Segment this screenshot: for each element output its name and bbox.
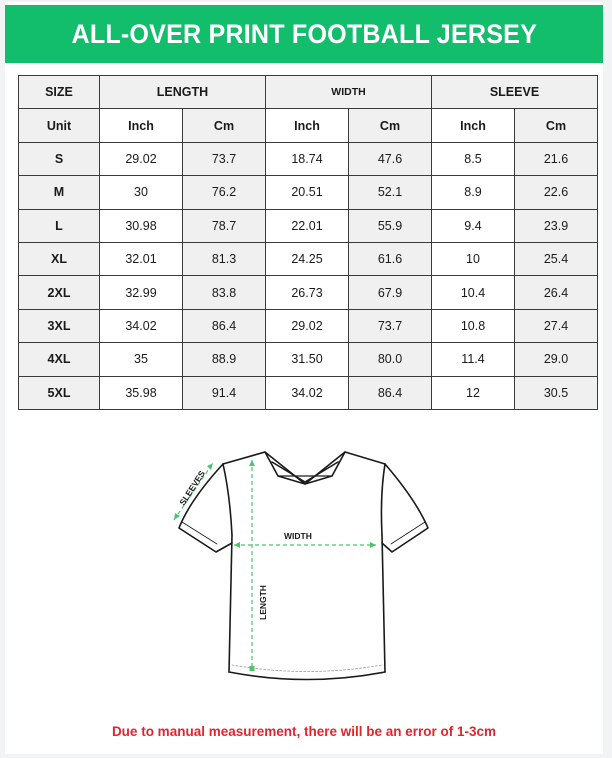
length-cm-cell: 81.3 <box>183 242 266 275</box>
size-table <box>18 75 598 410</box>
table-row <box>19 242 598 275</box>
sleeve-inch-cell: 8.5 <box>432 142 515 175</box>
sleeve-inch-cell: 9.4 <box>432 209 515 242</box>
header-length: LENGTH <box>100 76 266 109</box>
length-inch-cell: 35 <box>100 343 183 376</box>
sleeve-inch-cell: 12 <box>432 376 515 409</box>
size-cell: M <box>19 176 100 209</box>
width-cm-cell: 47.6 <box>349 142 432 175</box>
size-cell: 4XL <box>19 343 100 376</box>
width-cm-cell: 86.4 <box>349 376 432 409</box>
width-inch-cell: 20.51 <box>266 176 349 209</box>
table-row <box>19 209 598 242</box>
sleeve-cm-cell: 30.5 <box>515 376 598 409</box>
arrow-icon <box>249 460 255 466</box>
sleeve-inch-cell: 11.4 <box>432 343 515 376</box>
size-cell: S <box>19 142 100 175</box>
arrow-icon <box>207 463 213 470</box>
length-cm-cell: 76.2 <box>183 176 266 209</box>
arrow-icon <box>174 513 180 520</box>
unit-width-cm: Cm <box>349 109 432 142</box>
sleeve-cm-cell: 21.6 <box>515 142 598 175</box>
width-inch-cell: 29.02 <box>266 309 349 342</box>
length-cm-cell: 86.4 <box>183 309 266 342</box>
sleeve-inch-cell: 10.4 <box>432 276 515 309</box>
width-cm-cell: 52.1 <box>349 176 432 209</box>
measure-lines <box>174 460 376 669</box>
length-cm-cell: 73.7 <box>183 142 266 175</box>
unit-length-inch: Inch <box>100 109 183 142</box>
measure-arrowheads <box>174 460 376 671</box>
unit-length-cm: Cm <box>183 109 266 142</box>
sleeve-cm-cell: 27.4 <box>515 309 598 342</box>
measurement-note: Due to manual measurement, there will be an error of 1-3cm <box>111 724 497 739</box>
length-inch-cell: 35.98 <box>100 376 183 409</box>
width-inch-cell: 26.73 <box>266 276 349 309</box>
sleeve-cm-cell: 25.4 <box>515 242 598 275</box>
table-row <box>19 276 598 309</box>
size-cell: L <box>19 209 100 242</box>
size-cell: XL <box>19 242 100 275</box>
sleeve-inch-cell: 10 <box>432 242 515 275</box>
width-inch-cell: 31.50 <box>266 343 349 376</box>
length-cm-cell: 83.8 <box>183 276 266 309</box>
header-width: WIDTH <box>266 76 432 109</box>
width-inch-cell: 22.01 <box>266 209 349 242</box>
table-row <box>19 176 598 209</box>
sleeve-cm-cell: 22.6 <box>515 176 598 209</box>
width-cm-cell: 55.9 <box>349 209 432 242</box>
jersey-diagram <box>160 440 450 700</box>
length-inch-cell: 32.99 <box>100 276 183 309</box>
length-inch-cell: 32.01 <box>100 242 183 275</box>
length-label: LENGTH <box>258 585 268 620</box>
header-size: SIZE <box>19 76 100 109</box>
sleeve-cm-cell: 23.9 <box>515 209 598 242</box>
length-inch-cell: 30.98 <box>100 209 183 242</box>
page-title: ALL-OVER PRINT FOOTBALL JERSEY <box>71 18 537 49</box>
length-inch-cell: 30 <box>100 176 183 209</box>
size-chart-card <box>5 2 603 754</box>
width-inch-cell: 24.25 <box>266 242 349 275</box>
sleeve-cm-cell: 26.4 <box>515 276 598 309</box>
length-end-marker <box>250 666 255 671</box>
width-cm-cell: 73.7 <box>349 309 432 342</box>
length-inch-cell: 34.02 <box>100 309 183 342</box>
width-cm-cell: 61.6 <box>349 242 432 275</box>
size-cell: 5XL <box>19 376 100 409</box>
length-inch-cell: 29.02 <box>100 142 183 175</box>
table-row <box>19 376 598 409</box>
unit-sleeve-inch: Inch <box>432 109 515 142</box>
unit-width-inch: Inch <box>266 109 349 142</box>
sleeve-cm-cell: 29.0 <box>515 343 598 376</box>
arrow-icon <box>370 542 376 548</box>
unit-sleeve-cm: Cm <box>515 109 598 142</box>
width-cm-cell: 67.9 <box>349 276 432 309</box>
length-cm-cell: 91.4 <box>183 376 266 409</box>
header-sleeve: SLEEVE <box>432 76 598 109</box>
unit-row <box>19 109 598 142</box>
width-inch-cell: 34.02 <box>266 376 349 409</box>
width-label: WIDTH <box>284 531 312 541</box>
length-cm-cell: 88.9 <box>183 343 266 376</box>
table-row <box>19 142 598 175</box>
table-row <box>19 343 598 376</box>
table-row <box>19 309 598 342</box>
sleeve-inch-cell: 10.8 <box>432 309 515 342</box>
sleeve-inch-cell: 8.9 <box>432 176 515 209</box>
width-cm-cell: 80.0 <box>349 343 432 376</box>
length-cm-cell: 78.7 <box>183 209 266 242</box>
arrow-icon <box>234 542 240 548</box>
size-cell: 2XL <box>19 276 100 309</box>
width-inch-cell: 18.74 <box>266 142 349 175</box>
jersey-outline-icon <box>179 452 428 680</box>
size-cell: 3XL <box>19 309 100 342</box>
title-banner <box>5 5 603 63</box>
group-header-row <box>19 76 598 109</box>
sleeves-label: SLEEVES <box>177 468 208 508</box>
unit-label: Unit <box>19 109 100 142</box>
